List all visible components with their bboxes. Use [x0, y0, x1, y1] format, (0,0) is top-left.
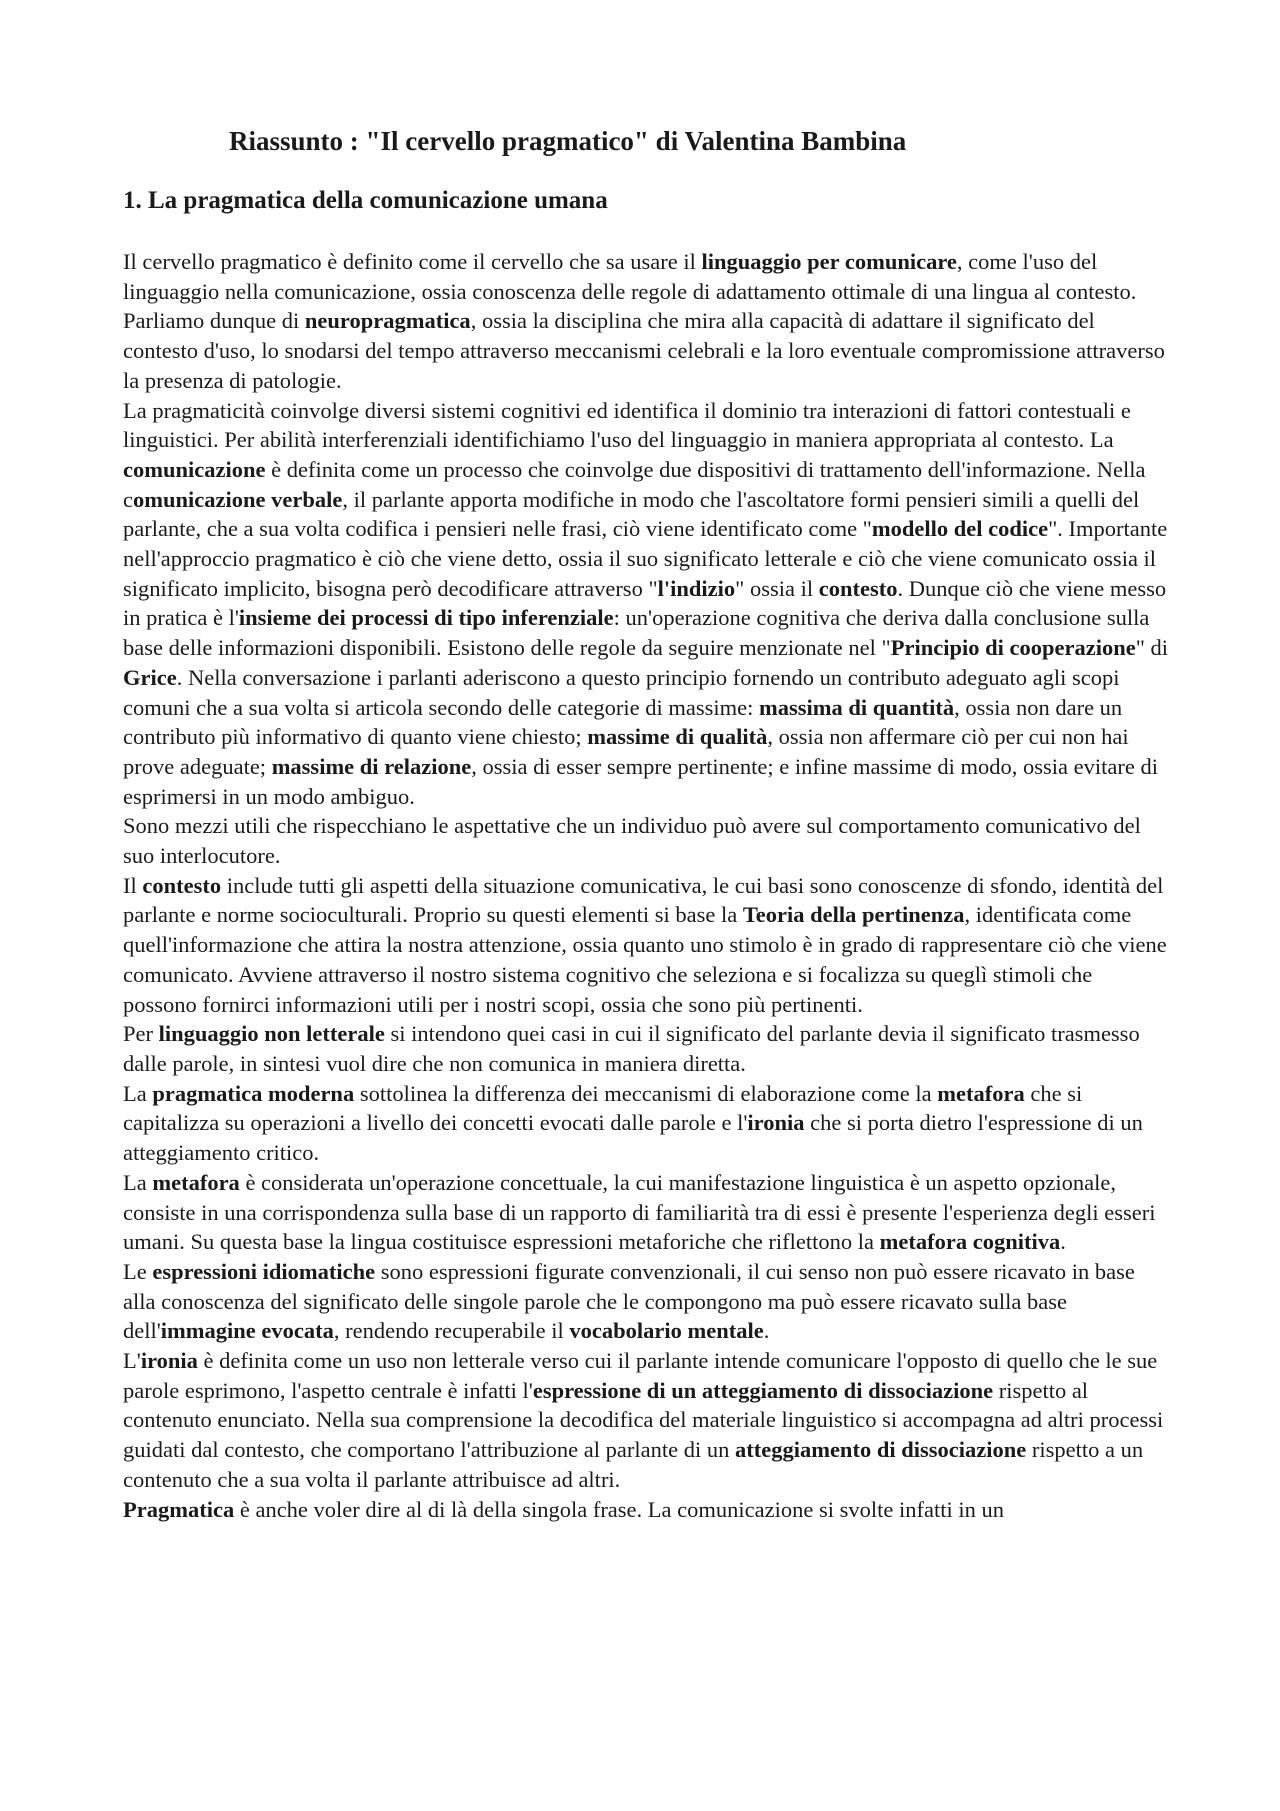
bold-term: contesto: [142, 872, 222, 898]
text-run: , come l'uso del linguaggio nella comunicazione, ossia conoscenza delle regole di adattamento ottimale di una lingua al contesto. Parliamo dunque di: [123, 249, 1137, 334]
text-run: Il: [123, 872, 143, 898]
text-run: , ossia non dare un contributo più informativo di quanto viene chiesto;: [123, 694, 1123, 750]
text-run: . Dunque ciò che viene messo in pratica è l': [123, 575, 1167, 631]
text-run: . Nella conversazione i parlanti aderiscono a questo principio fornendo un contributo adeguato agli scopi comuni che a sua volta si articola secondo delle categorie di massime:: [123, 664, 1120, 720]
paragraph: [123, 396, 1171, 812]
bold-term: linguaggio non letterale: [158, 1021, 385, 1047]
paragraph: [123, 871, 1171, 1020]
paragraph: [123, 1019, 1171, 1078]
text-run: è definita come un processo che coinvolge due dispositivi di trattamento dell'informazione. Nella c: [123, 456, 1146, 512]
bold-term: l'indizio: [657, 575, 736, 601]
bold-term: Grice: [123, 664, 177, 690]
paragraph: [123, 1346, 1171, 1495]
text-run: Sono mezzi utili che rispecchiano le aspettative che un individuo può avere sul comportamento comunicativo del suo interlocutore.: [123, 813, 1141, 869]
text-run: .: [1060, 1229, 1066, 1255]
bold-term: linguaggio per comunicare: [701, 249, 957, 274]
text-run: , identificata come quell'informazione che attira la nostra attenzione, ossia quanto uno stimolo è in grado di rappresentare ciò che viene comunicato. Avviene attraverso il nostro sistema cognitivo che seleziona e si focalizza su queglì stimoli che possono fornirci informazioni utili per i nostri scopi, ossia che sono più pertinenti.: [123, 902, 1167, 1017]
text-run: .: [763, 1318, 770, 1344]
text-run: L': [123, 1348, 141, 1374]
section-heading: 1. La pragmatica della comunicazione umana: [123, 187, 608, 214]
document-page: [123, 124, 1171, 1524]
paragraph: [123, 1079, 1171, 1168]
bold-term: espressione di un atteggiamento di dissociazione: [532, 1377, 994, 1403]
text-run: , il parlante apporta modifiche in modo che l'ascoltatore formi pensieri simili a quelli del parlante, che a sua volta codifica i pensieri nelle frasi, ciò viene identificato come ": [123, 486, 1140, 542]
text-run: La: [123, 1080, 153, 1106]
text-run: è anche voler dire al di là della singola frase. La comunicazione si svolte infatti in un: [234, 1496, 1004, 1522]
text-run: : un'operazione cognitiva che deriva dalla conclusione sulla base delle informazioni disponibili. Esistono delle regole da seguire menzionate nel ": [123, 605, 1150, 661]
text-run: rispetto al contenuto enunciato. Nella sua comprensione la decodifica del materiale linguistico si accompagna ad altri processi guidati dal contesto, che comportano l'attribuzione al parlante di un: [123, 1377, 1164, 1463]
text-run: La pragmaticità coinvolge diversi sistemi cognitivi ed identifica il dominio tra interazioni di fattori contestuali e linguistici. Per abilità interferenziali identifichiamo l'uso del linguaggio in maniera appropriata al contesto. La: [123, 397, 1131, 453]
bold-term: comunicazione: [123, 456, 266, 482]
bold-term: massime di relazione: [271, 753, 472, 779]
paragraph: [123, 1257, 1171, 1346]
paragraph: [123, 247, 1171, 396]
bold-term: metafora: [937, 1080, 1025, 1106]
paragraph: [123, 811, 1171, 870]
bold-term: contesto: [818, 575, 898, 601]
bold-term: ironia: [747, 1110, 805, 1136]
text-run: è considerata un'operazione concettuale, la cui manifestazione linguistica è un aspetto opzionale, consiste in una corrispondenza sulla base di un rapporto di familiarità tra di essi è presente l'esperienza degli esseri umani. Su questa base la lingua costituisce espressioni metaforiche che riflettono la: [123, 1169, 1156, 1255]
paragraph: [123, 1495, 1171, 1525]
bold-term: omunicazione verbale: [133, 486, 343, 512]
document-body: [123, 247, 1171, 1524]
text-run: è definita come un uso non letterale verso cui il parlante intende comunicare l'opposto di quello che le sue parole esprimono, l'aspetto centrale è infatti l': [123, 1348, 1158, 1403]
text-run: " ossia il: [735, 575, 819, 601]
document-title: Riassunto : "Il cervello pragmatico" di Valentina Bambina: [229, 126, 907, 156]
bold-term: ironia: [140, 1348, 198, 1374]
bold-term: metafora cognitiva: [879, 1229, 1061, 1255]
bold-term: atteggiamento di dissociazione: [734, 1437, 1027, 1463]
bold-term: Pragmatica: [123, 1496, 235, 1522]
bold-term: immagine evocata: [160, 1318, 334, 1344]
bold-term: espressioni idiomatiche: [152, 1258, 376, 1284]
bold-term: massime di qualità: [587, 724, 768, 750]
paragraph: [123, 1168, 1171, 1257]
bold-term: vocabolario mentale: [569, 1318, 764, 1344]
text-run: , ossia non affermare ciò per cui non hai prove adeguate;: [123, 724, 1129, 779]
text-run: , rendendo recuperabile il: [333, 1318, 570, 1344]
text-run: rispetto a un contenuto che a sua volta il parlante attribuisce ad altri.: [123, 1437, 1144, 1492]
bold-term: insieme dei processi di tipo inferenziale: [238, 605, 614, 631]
text-run: sono espressioni figurate convenzionali, il cui senso non può essere ricavato in base alla conoscenza del significato delle singole parole che le compongono ma può essere ricavato sulla base dell': [123, 1258, 1135, 1344]
text-run: La: [123, 1169, 153, 1195]
bold-term: modello del codice: [871, 516, 1049, 542]
bold-term: Teoria della pertinenza: [742, 902, 965, 928]
text-run: , ossia di esser sempre pertinente; e infine massime di modo, ossia evitare di esprimersi in un modo ambiguo.: [123, 753, 1158, 809]
text-run: sottolinea la differenza dei meccanismi di elaborazione come la: [354, 1080, 938, 1106]
bold-term: massima di quantità: [759, 694, 955, 720]
text-run: si intendono quei casi in cui il significato del parlante devia il significato trasmesso dalle parole, in sintesi vuol dire che non comunica in maniera diretta.: [123, 1021, 1140, 1076]
text-run: che si capitalizza su operazioni a livello dei concetti evocati dalle parole e l': [123, 1080, 1083, 1136]
bold-term: pragmatica moderna: [152, 1080, 355, 1106]
bold-term: metafora: [152, 1169, 240, 1195]
bold-term: Principio di cooperazione: [890, 635, 1136, 661]
text-run: , ossia la disciplina che mira alla capacità di adattare il significato del contesto d'uso, lo snodarsi del tempo attraverso meccanismi celebrali e la loro eventuale compromissione attraverso la presenza di patologie.: [123, 308, 1165, 393]
text-run: Il cervello pragmatico è definito come il cervello che sa usare il: [123, 249, 702, 274]
text-run: che si porta dietro l'espressione di un atteggiamento critico.: [123, 1110, 1143, 1166]
text-run: " di: [1135, 635, 1169, 661]
text-run: Le: [123, 1258, 153, 1284]
text-run: Per: [123, 1021, 159, 1047]
bold-term: neuropragmatica: [304, 308, 471, 334]
text-run: ". Importante nell'approccio pragmatico è ciò che viene detto, ossia il suo significato letterale e ciò che viene comunicato ossia il significato implicito, bisogna però decodificare attraverso ": [123, 516, 1168, 601]
text-run: include tutti gli aspetti della situazione comunicativa, le cui basi sono conoscenze di sfondo, identità del parlante e norme socioculturali. Proprio su questi elementi si base la: [123, 872, 1164, 928]
